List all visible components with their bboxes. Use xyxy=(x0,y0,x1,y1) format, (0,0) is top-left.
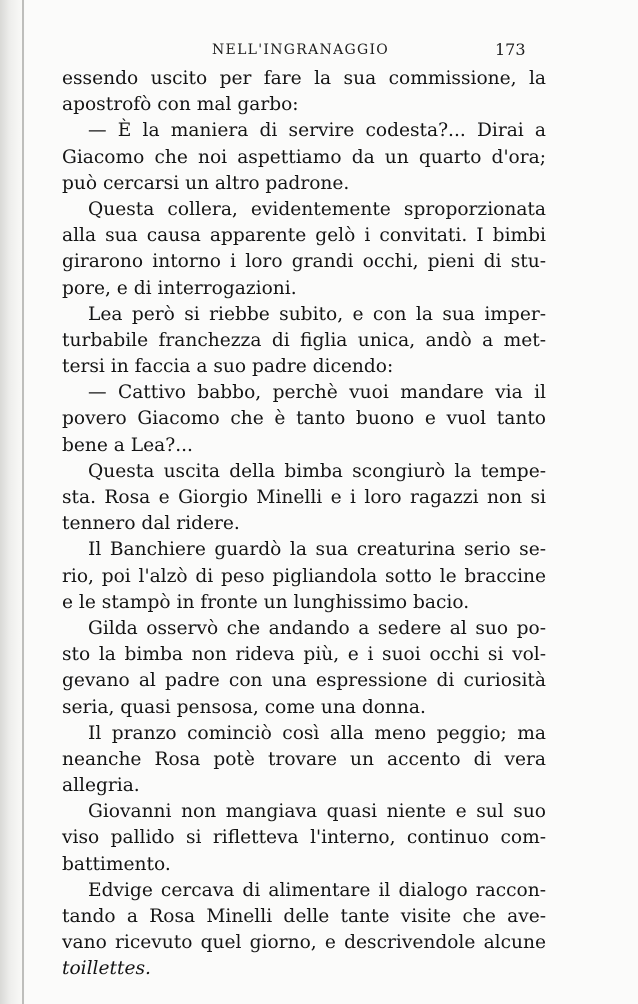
text-line: viso pallido si rifletteva l'interno, continuo com- xyxy=(62,827,546,849)
text-line: sta. Rosa e Giorgio Minelli e i loro ragazzi non si xyxy=(62,487,546,508)
text-line: tersi in faccia a suo padre dicendo: xyxy=(62,356,394,378)
page-number: 173 xyxy=(495,40,526,59)
text-line: Il pranzo cominciò così alla meno peggio; ma xyxy=(88,722,546,744)
text-line: girarono intorno i loro grandi occhi, pieni di stu- xyxy=(62,251,546,273)
text-line: allegria. xyxy=(62,775,140,797)
body-text xyxy=(62,66,546,983)
text-line: Giacomo che noi aspettiamo da un quarto d'ora; xyxy=(62,146,546,168)
text-line: battimento. xyxy=(62,853,171,875)
text-line: turbabile franchezza di figlia unica, andò a met- xyxy=(62,329,546,351)
text-line: povero Giacomo che è tanto buono e vuol tanto xyxy=(62,408,546,430)
text-line: vano ricevuto quel giorno, e descrivendole alcune xyxy=(62,932,546,954)
text-line: tando a Rosa Minelli delle tante visite che ave- xyxy=(62,906,546,927)
text-line: alla sua causa apparente gelò i convitati. I bimbi xyxy=(62,225,546,247)
text-line: toillettes. xyxy=(62,958,151,980)
text-line: Gilda osservò che andando a sedere al suo po- xyxy=(88,617,546,639)
text-line: — Cattivo babbo, perchè vuoi mandare via il xyxy=(88,382,546,404)
text-line: tennero dal ridere. xyxy=(62,513,240,535)
text-line: pore, e di interrogazioni. xyxy=(62,277,297,299)
text-line: Questa collera, evidentemente sproporzionata xyxy=(88,198,546,220)
text-line: Il Banchiere guardò la sua creaturina serio se- xyxy=(88,539,546,561)
text-line: neanche Rosa potè trovare un accento di vera xyxy=(62,748,546,770)
running-title: NELL'INGRANAGGIO xyxy=(212,42,390,58)
text-line: bene a Lea?... xyxy=(62,434,193,456)
text-line: essendo uscito per fare la sua commissione, la xyxy=(62,68,546,89)
text-line: Giovanni non mangiava quasi niente e sul suo xyxy=(88,801,546,823)
text-line: Questa uscita della bimba scongiurò la tempe- xyxy=(88,460,546,482)
text-line: gevano al padre con una espressione di curiosità xyxy=(62,670,546,692)
text-line: e le stampò in fronte un lunghissimo bacio. xyxy=(62,591,470,613)
text-line: Lea però si riebbe subito, e con la sua imper- xyxy=(88,303,546,325)
text-line: rio, poi l'alzò di peso pigliandola sotto le braccine xyxy=(62,565,546,587)
text-line: seria, quasi pensosa, come una donna. xyxy=(62,696,426,718)
page-edge-line xyxy=(22,0,24,1004)
text-line: — È la maniera di servire codesta?... Dirai a xyxy=(88,120,546,142)
text-line: può cercarsi un altro padrone. xyxy=(62,172,350,194)
text-line: sto la bimba non rideva più, e i suoi occhi si vol- xyxy=(62,644,546,666)
text-line: apostrofò con mal garbo: xyxy=(62,94,299,116)
text-line: Edvige cercava di alimentare il dialogo raccon- xyxy=(88,879,546,901)
